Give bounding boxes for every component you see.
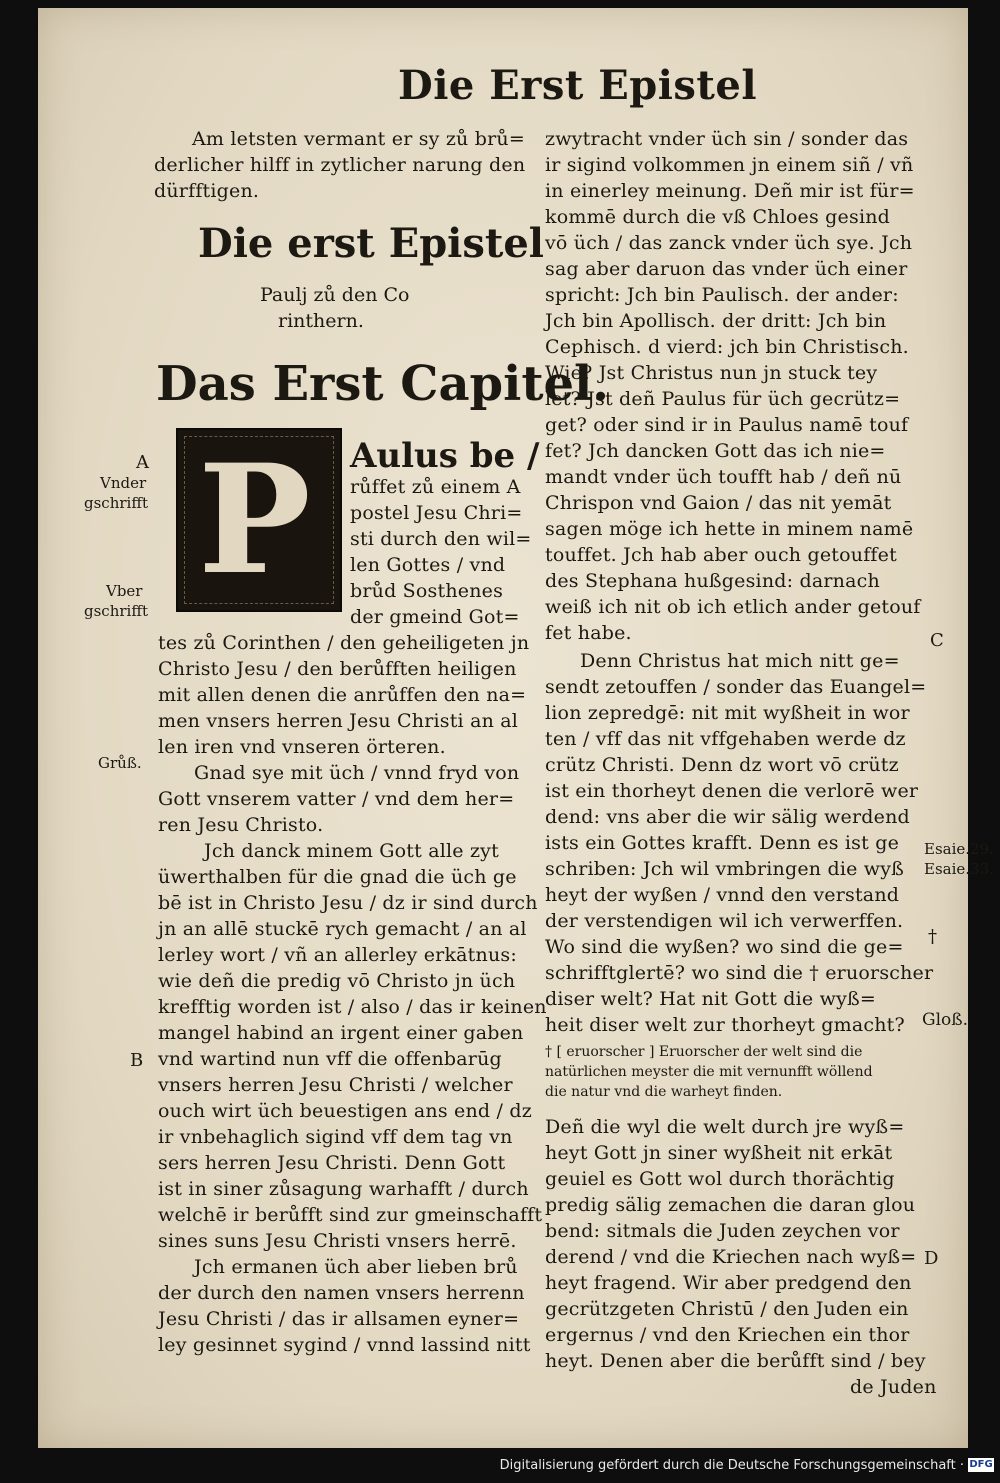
body-line: heyt fragend. Wir aber predgend den [545,1272,912,1294]
body-line: get? oder sind ir in Paulus namē touf [545,414,909,436]
body-line: zwytracht vnder üch sin / sonder das [545,128,909,150]
margin-note-vnder: Vnder [100,474,147,492]
footer-credit: Digitalisierung gefördert durch die Deutsche Forschungsgemeinschaft · [499,1458,964,1473]
body-line: gecrützgeten Christū / den Juden ein [545,1298,909,1320]
margin-note-vber: Vber [106,582,143,600]
chapter-heading: Das Erst Capitel. [156,356,609,412]
body-line: bend: sitmals die Juden zeychen vor [545,1220,900,1242]
body-line: welchē ir berůfft sind zur gmeinschafft [158,1204,543,1226]
body-line: lion zepredgē: nit mit wyßheit in wor [545,702,910,724]
body-line: ir sigind volkommen jn einem siñ / vñ [545,154,914,176]
body-line: sagen möge ich hette in minem namē [545,518,914,540]
footer-bar [0,1452,1000,1483]
body-line: men vnsers herren Jesu Christi an al [158,710,519,732]
body-line: ouch wirt üch beuestigen ans end / dz [158,1100,532,1122]
gloss-line: die natur vnd die warheyt finden. [545,1084,783,1100]
margin-marker-b: B [130,1050,144,1071]
margin-note-vber: gschrifft [84,602,149,620]
body-line: üwerthalben für die gnad die üch ge [158,866,517,888]
margin-marker-d: D [924,1248,939,1269]
body-line: geuiel es Gott wol durch thorächtig [545,1168,895,1190]
body-line: Jesu Christi / das ir allsamen eyner= [158,1308,520,1330]
body-line: Chrispon vnd Gaion / das nit yemāt [545,492,892,514]
decorated-initial [176,428,342,612]
initial-line: postel Jesu Chri= [350,502,523,524]
body-line: Wie? Jst Christus nun jn stuck tey [545,362,878,384]
body-line: Jch danck minem Gott alle zyt [204,840,499,862]
gloss-line: natürlichen meyster die mit vernunfft wöllend [545,1064,873,1080]
body-line: vō üch / das zanck vnder üch sye. Jch [545,232,913,254]
body-line: Wo sind die wyßen? wo sind die ge= [545,936,904,958]
body-line: heyt Gott jn siner wyßheit nit erkāt [545,1142,893,1164]
margin-note-gruss: Grůß. [98,754,142,772]
body-line: Denn Christus hat mich nitt ge= [580,650,900,672]
body-line: der verstendigen wil ich verwerffen. [545,910,904,932]
body-line: len iren vnd vnseren örteren. [158,736,446,758]
body-line: ist in siner zůsagung warhafft / durch [158,1178,529,1200]
body-line: derend / vnd die Kriechen nach wyß= [545,1246,917,1268]
body-line: diser welt? Hat nit Gott die wyß= [545,988,877,1010]
body-line: in einerley meinung. Deñ mir ist für= [545,180,915,202]
body-line: ergernus / vnd den Kriechen ein thor [545,1324,910,1346]
body-line: heyt. Denen aber die berůfft sind / bey [545,1350,926,1372]
body-line: des Stephana hußgesind: darnach [545,570,880,592]
body-line: heit diser welt zur thorheyt gmacht? [545,1014,905,1036]
margin-note-vnder: gschrifft [84,494,149,512]
initial-line: len Gottes / vnd [350,554,506,576]
body-line: krefftig worden ist / also / das ir keinen [158,996,547,1018]
body-line: bē ist in Christo Jesu / dz ir sind durch [158,892,538,914]
body-line: touffet. Jch hab aber ouch getouffet [545,544,897,566]
body-line: vnsers herren Jesu Christi / welcher [158,1074,513,1096]
body-line: fet habe. [545,622,632,644]
body-line: ley gesinnet sygind / vnnd lassind nitt [158,1334,531,1356]
margin-dagger: † [928,926,937,947]
body-line: predig sälig zemachen die daran glou [545,1194,916,1216]
book-subtitle: Paulj zů den Co [260,284,410,306]
preface-line: derlicher hilff in zytlicher narung den [154,154,526,176]
gloss-line: † [ eruorscher ] Eruorscher der welt sind die [545,1044,863,1060]
body-line: let? Jst deñ Paulus für üch gecrütz= [545,388,901,410]
initial-letter: P [198,432,311,608]
initial-line: Aulus be / [350,436,540,476]
body-line: Jch bin Apollisch. der dritt: Jch bin [545,310,887,332]
margin-ref-esaie: Esaie.29. [924,840,994,858]
body-line: sendt zetouffen / sonder das Euangel= [545,676,927,698]
initial-line: sti durch den wil= [350,528,532,550]
margin-marker-c: C [930,630,944,651]
book-subtitle: rinthern. [278,310,364,332]
body-line: Deñ die wyl die welt durch jre wyß= [545,1116,905,1138]
body-line: tes zů Corinthen / den geheiligeten jn [158,632,530,654]
book-title: Die erst Epistel [198,220,544,267]
body-line: Jch ermanen üch aber lieben brů [194,1256,518,1278]
preface-line: Am letsten vermant er sy zů brů= [192,128,525,150]
body-line: lerley wort / vñ an allerley erkātnus: [158,944,517,966]
body-line: dend: vns aber die wir sälig werdend [545,806,910,828]
margin-marker-a: A [136,452,149,473]
margin-note-gloss: Gloß. [922,1010,969,1030]
body-line: sers herren Jesu Christi. Denn Gott [158,1152,506,1174]
initial-line: růffet zů einem A [350,476,521,498]
book-page [38,8,994,1448]
body-line: Gnad sye mit üch / vnnd fryd von [194,762,520,784]
catchword: de Juden [850,1376,937,1398]
initial-line: der gmeind Got= [350,606,520,628]
body-line: Cephisch. d vierd: jch bin Christisch. [545,336,909,358]
body-line: sag aber daruon das vnder üch einer [545,258,908,280]
body-line: weiß ich nit ob ich etlich ander getouf [545,596,921,618]
preface-line: dürfftigen. [154,180,260,202]
body-line: kommē durch die vß Chloes gesind [545,206,891,228]
body-line: jn an allē stuckē rych gemacht / an al [158,918,527,940]
dfg-logo: DFG [969,1459,993,1470]
body-line: fet? Jch dancken Gott das ich nie= [545,440,886,462]
body-line: mit allen denen die anrůffen den na= [158,684,527,706]
running-header: Die Erst Epistel [398,62,758,109]
body-line: ist ein thorheyt denen die verlorē wer [545,780,919,802]
body-line: spricht: Jch bin Paulisch. der ander: [545,284,899,306]
body-line: ten / vff das nit vffgehaben werde dz [545,728,906,750]
initial-line: brůd Sosthenes [350,580,504,602]
body-line: Christo Jesu / den berůfften heiligen [158,658,517,680]
body-line: heyt der wyßen / vnnd den verstand [545,884,900,906]
margin-ref-esaie: Esaie.33. [924,860,994,878]
body-line: ists ein Gottes krafft. Denn es ist ge [545,832,900,854]
body-line: vnd wartind nun vff die offenbarūg [158,1048,502,1070]
body-line: mandt vnder üch toufft hab / deñ nū [545,466,902,488]
body-line: ir vnbehaglich sigind vff dem tag vn [158,1126,513,1148]
body-line: der durch den namen vnsers herrenn [158,1282,525,1304]
body-line: Gott vnserem vatter / vnd dem her= [158,788,515,810]
body-line: mangel habind an irgent einer gaben [158,1022,524,1044]
body-line: ren Jesu Christo. [158,814,324,836]
body-line: crütz Christi. Denn dz wort vō crütz [545,754,899,776]
body-line: sines suns Jesu Christi vnsers herrē. [158,1230,517,1252]
body-line: wie deñ die predig vō Christo jn üch [158,970,516,992]
body-line: schriben: Jch wil vmbringen die wyß [545,858,905,880]
body-line: schrifftglertē? wo sind die † eruorscher [545,962,934,984]
